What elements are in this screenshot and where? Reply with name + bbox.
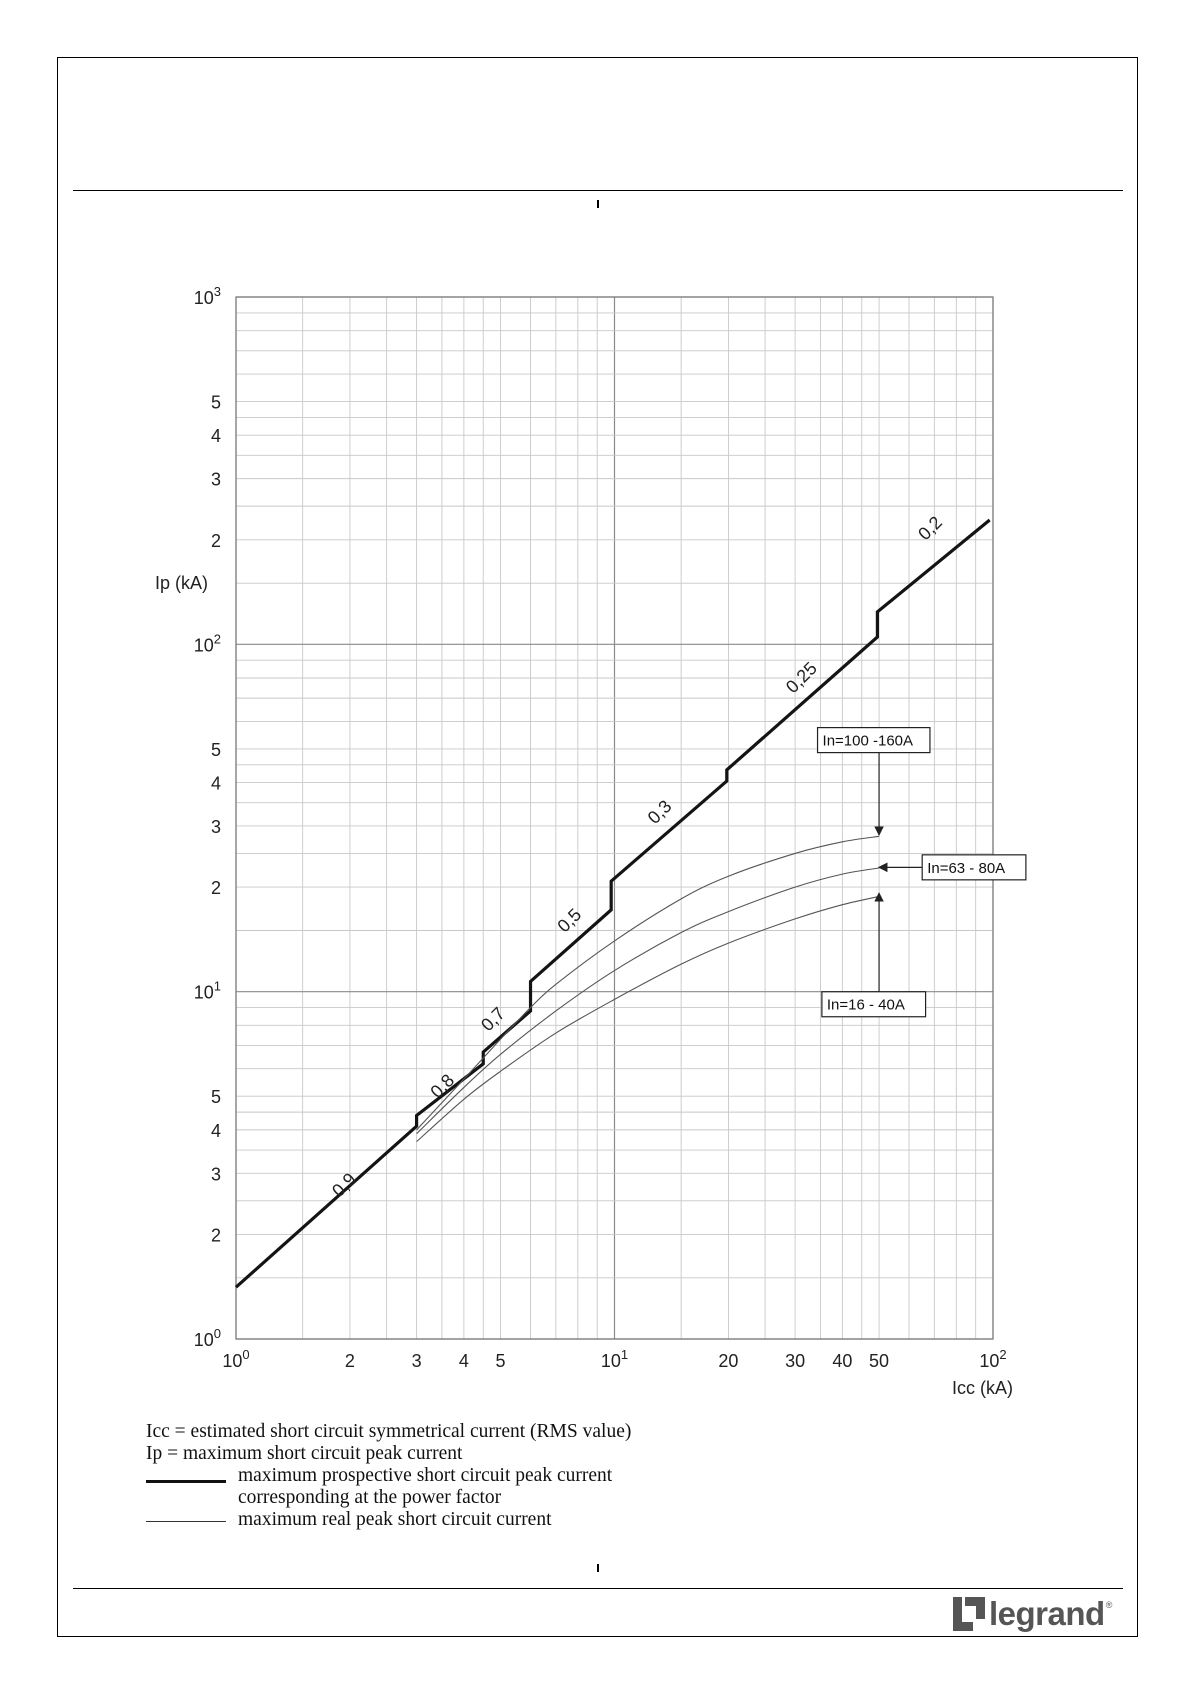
x-tick-label: 30 xyxy=(785,1351,806,1371)
y-tick-label: 5 xyxy=(210,1087,221,1108)
y-tick-label: 2 xyxy=(210,878,221,899)
max-prospective-peak-line xyxy=(236,520,990,1287)
chart-labels xyxy=(155,284,1026,1398)
y-tick-label: 5 xyxy=(210,392,221,413)
y-tick-label: $10^1$ xyxy=(193,978,221,1003)
y-tick-label: 5 xyxy=(210,739,221,760)
real-peak-curve-1 xyxy=(417,836,879,1130)
y-tick-label: $10^3$ xyxy=(193,284,221,308)
y-tick-label: 2 xyxy=(210,1225,221,1246)
registered-mark: ® xyxy=(1105,1600,1113,1610)
callout-label: In=16 - 40A xyxy=(826,996,905,1014)
y-tick-label: 3 xyxy=(210,469,221,490)
legend-thick-line-label: maximum prospective short circuit peak current xyxy=(238,1465,613,1486)
legrand-logo-icon xyxy=(953,1597,985,1631)
y-tick-label: 3 xyxy=(210,1164,221,1185)
y-tick-label: $10^0$ xyxy=(193,1326,221,1350)
y-tick-label: $10^2$ xyxy=(193,631,221,656)
x-tick-label: 4 xyxy=(458,1351,469,1371)
x-tick-label: $10^0$ xyxy=(222,1347,250,1371)
power-factor-label: 0,7 xyxy=(477,1003,509,1036)
x-tick-label: 20 xyxy=(718,1351,739,1371)
callout-label: In=100 -160A xyxy=(822,732,914,750)
legrand-logo-wordmark: legrand xyxy=(989,1595,1105,1632)
legend-icc-definition: Icc = estimated short circuit symmetrical current (RMS value) xyxy=(146,1421,632,1442)
y-tick-label: 4 xyxy=(210,773,221,794)
real-peak-curve-2 xyxy=(417,868,879,1134)
x-tick-label: 3 xyxy=(411,1351,422,1371)
legend-thin-line-label: maximum real peak short circuit current xyxy=(238,1509,552,1530)
x-tick-label: 5 xyxy=(495,1351,506,1371)
footer-rule xyxy=(73,1588,1123,1589)
power-factor-label: 0,9 xyxy=(328,1169,360,1201)
power-factor-label: 0,5 xyxy=(553,904,586,937)
y-tick-label: 2 xyxy=(210,530,221,551)
y-tick-label: 4 xyxy=(210,1120,221,1141)
legend-thick-line-swatch xyxy=(146,1480,226,1483)
power-factor-label: 0,8 xyxy=(426,1070,459,1102)
x-axis-label: Icc (kA) xyxy=(952,1378,1013,1398)
y-tick-label: 4 xyxy=(210,426,221,447)
power-factor-label: 0,2 xyxy=(914,512,947,545)
y-axis-label: Ip (kA) xyxy=(155,573,209,594)
x-tick-label: $10^2$ xyxy=(979,1347,1007,1371)
y-tick-label: 3 xyxy=(210,816,221,837)
x-tick-label: 2 xyxy=(344,1351,355,1371)
legend-thick-line-label-2: corresponding at the power factor xyxy=(238,1487,502,1508)
x-tick-label: 40 xyxy=(832,1351,853,1371)
legend-ip-definition: Ip = maximum short circuit peak current xyxy=(146,1443,463,1464)
footer-tick xyxy=(597,1564,599,1572)
x-tick-label: 50 xyxy=(869,1351,890,1371)
legend-thin-line-swatch xyxy=(146,1521,226,1522)
legrand-logo xyxy=(953,1594,1112,1634)
power-factor-label: 0,3 xyxy=(643,796,676,828)
power-factor-label: 0,25 xyxy=(781,658,821,698)
x-tick-label: $10^1$ xyxy=(600,1347,629,1371)
callout-label: In=63 - 80A xyxy=(927,859,1006,877)
